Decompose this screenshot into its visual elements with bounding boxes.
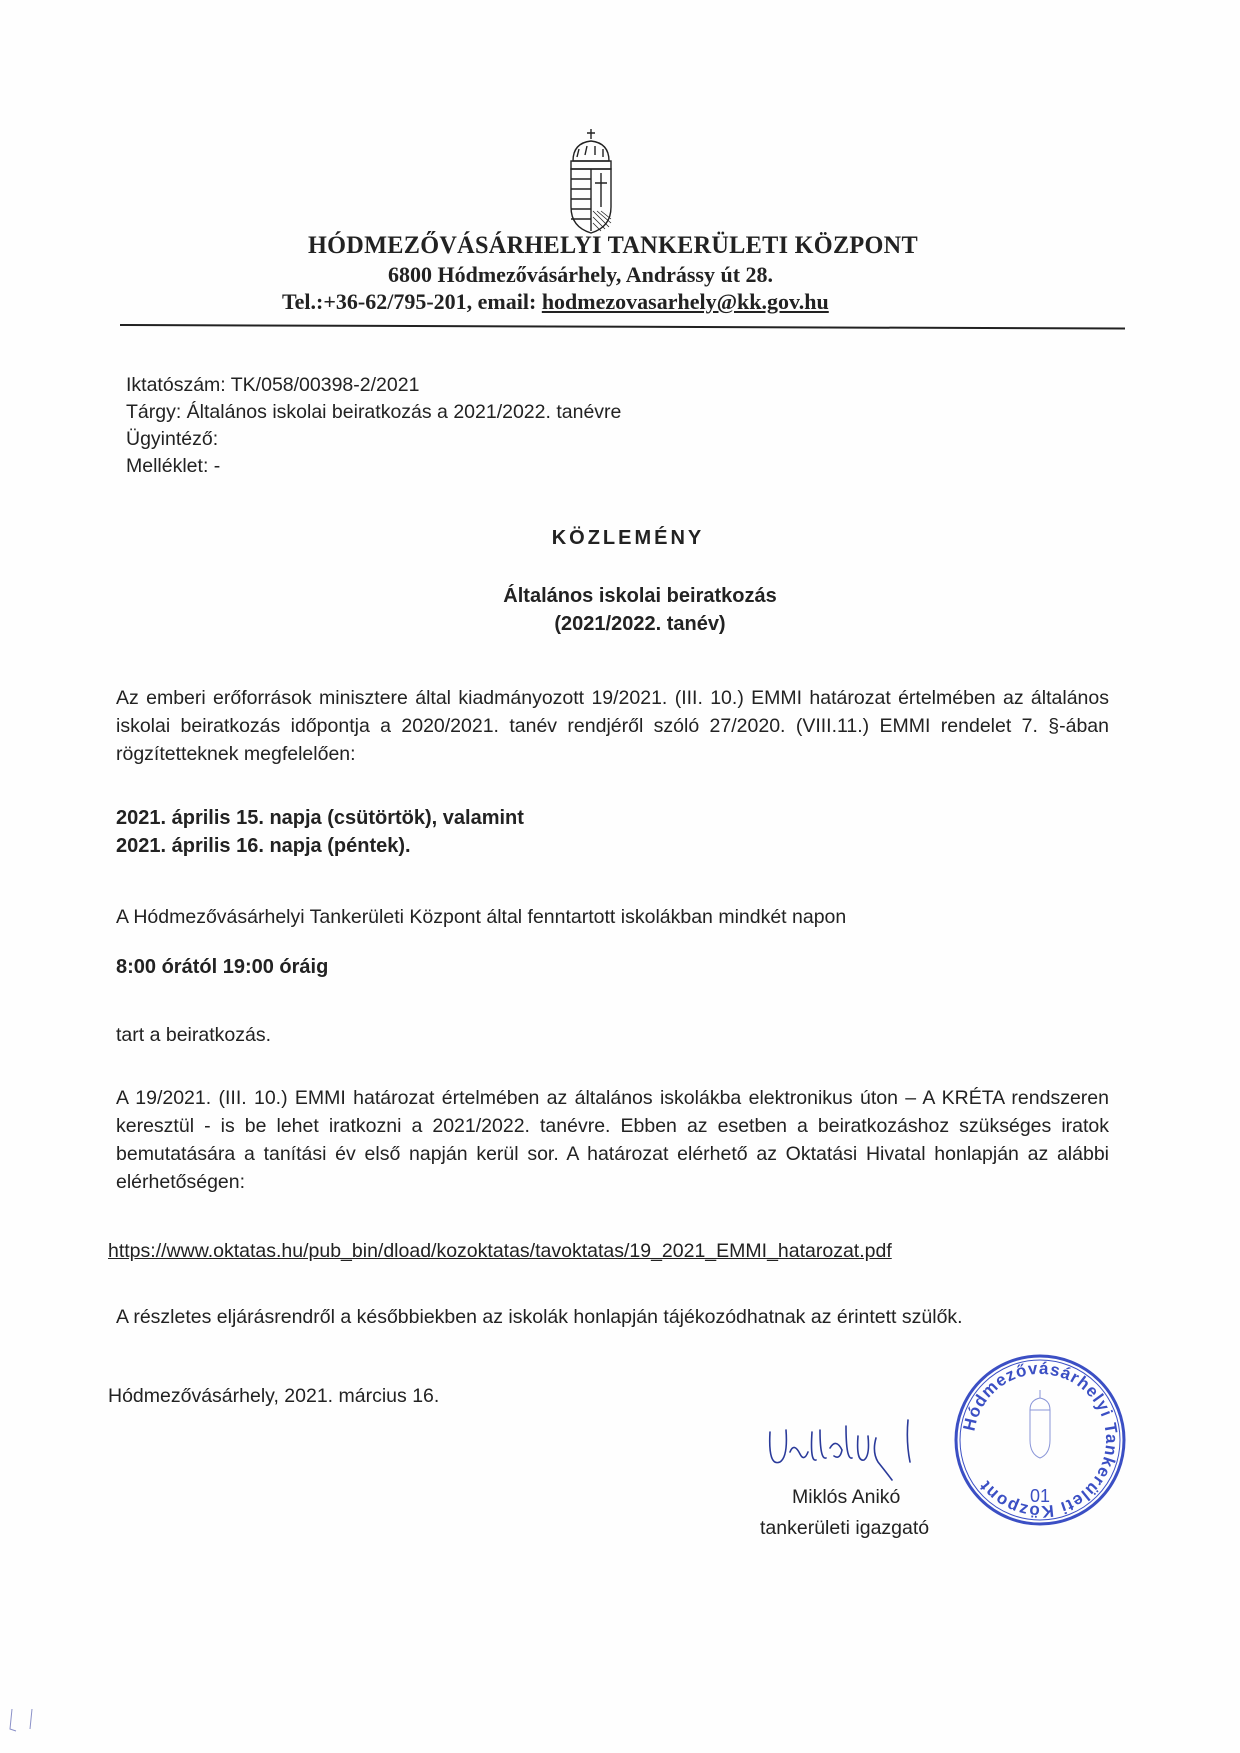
place-and-date: Hódmezővásárhely, 2021. március 16. — [108, 1385, 440, 1407]
hungarian-coat-of-arms-icon — [565, 127, 617, 235]
enrollment-date-2: 2021. április 16. napja (péntek). — [116, 835, 411, 857]
signer-name: Miklós Anikó — [792, 1486, 901, 1508]
signer-title: tankerületi igazgató — [760, 1517, 930, 1539]
enrollment-date-1: 2021. április 15. napja (csütörtök), valamint — [116, 807, 524, 829]
marginal-initials-icon — [4, 1705, 44, 1735]
enrollment-dates — [116, 804, 524, 860]
document-title: KÖZLEMÉNY — [551, 527, 705, 549]
organization-contact — [282, 289, 829, 315]
enrollment-hours: 8:00 órától 19:00 óráig — [116, 956, 329, 978]
letterhead-divider — [120, 324, 1125, 330]
reference-number: Iktatószám: TK/058/00398-2/2021 — [126, 374, 420, 396]
email-link[interactable]: hodmezovasarhely@kk.gov.hu — [541, 289, 829, 314]
svg-text:Hódmezővásárhelyi Tankerületi: Hódmezővásárhelyi Tankerületi Központ — [959, 1358, 1122, 1522]
document-subtitle-year: (2021/2022. tanév) — [554, 613, 726, 635]
decree-link[interactable]: https://www.oktatas.hu/pub_bin/dload/kozoktatas/tavoktatas/19_2021_EMMI_hatarozat.pdf — [108, 1240, 892, 1262]
paragraph-details: A részletes eljárásrendről a későbbiekben az iskolák honlapján tájékozódhatnak az érintett szülők. — [116, 1306, 963, 1328]
attachment-line: Melléklet: - — [126, 455, 221, 477]
handler-line: Ügyintéző: — [126, 428, 219, 450]
paragraph-intro: Az emberi erőforrások minisztere által kiadmányozott 19/2021. (III. 10.) EMMI határozat értelmében az általános iskolai beiratkozás időpontja a 2020/2021. tanév rendjéről szóló 27/2020. (VIII.11.) EMMI rendelet 7. §-ában rögzítetteknek megfelelően: — [116, 687, 1109, 765]
organization-name: HÓDMEZŐVÁSÁRHELYI TANKERÜLETI KÖZPONT — [308, 232, 918, 259]
subject-line: Tárgy: Általános iskolai beiratkozás a 2021/2022. tanévre — [126, 401, 622, 423]
document-subtitle: Általános iskolai beiratkozás — [503, 585, 777, 607]
phone-text: Tel.:+36-62/795-201, email: — [282, 289, 542, 314]
document-meta — [126, 372, 621, 480]
organization-address: 6800 Hódmezővásárhely, Andrássy út 28. — [388, 262, 774, 287]
signature-icon — [760, 1412, 960, 1482]
paragraph-electronic: A 19/2021. (III. 10.) EMMI határozat értelmében az általános iskolákba elektronikus úton – A KRÉTA rendszeren keresztül - is be lehet iratkozni a 2021/2022. tanévre. Ebben az esetben a beiratkozáshoz szükséges iratok bemutatására a tanítási év első napján kerül sor. A határozat elérhető az Oktatási Hivatal honlapján az alábbi elérhetőségen: — [116, 1087, 1109, 1193]
paragraph-enrollment: tart a beiratkozás. — [116, 1024, 271, 1046]
svg-text:01: 01 — [1029, 1486, 1051, 1506]
official-stamp-icon — [950, 1350, 1130, 1530]
paragraph-schools: A Hódmezővásárhelyi Tankerületi Központ által fenntartott iskolákban mindkét napon — [116, 906, 847, 928]
